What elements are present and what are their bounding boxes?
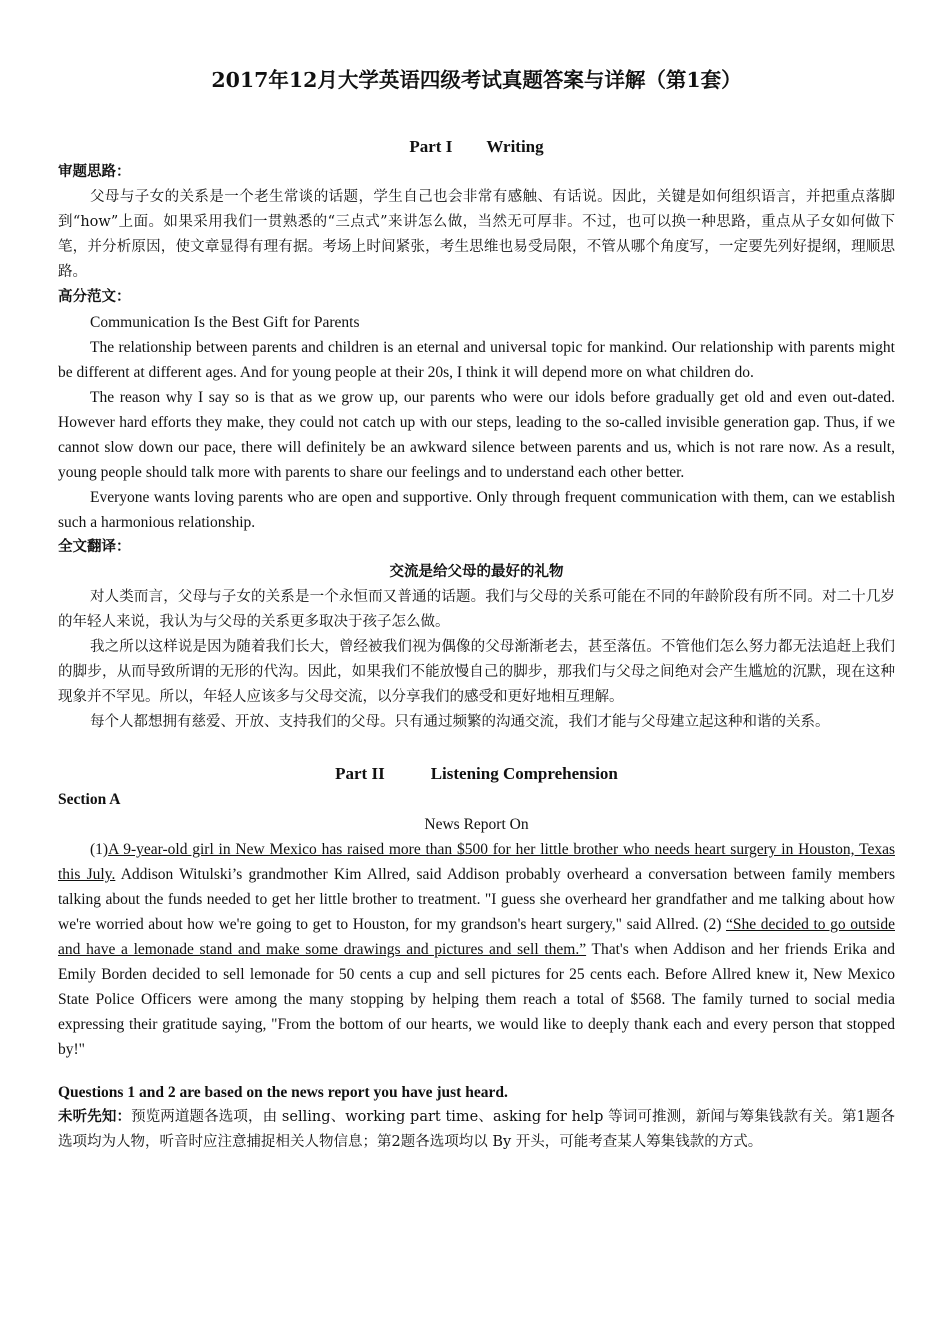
news-text-1: Addison Witulski’s grandmother Kim Allred, said Addison probably overheard a conversation between family members talking about the funds needed to get her little brother to treatment. "I guess she overheard her grandfather and me talking about how we're worried about how we're going to get to Houston, for my grandson's heart surgery," said Allred. (2): [58, 866, 895, 933]
essay-title: Communication Is the Best Gift for Parents: [90, 314, 360, 331]
sample-label: 高分范文：: [58, 289, 131, 305]
essay-paragraph-1: The relationship between parents and children is an eternal and universal topic for mankind. Our relationship with parents might be different at different ages. And for young people at their 20s, I think it will depend more on what children do.: [58, 339, 895, 381]
essay-paragraph-3: Everyone wants loving parents who are open and supportive. Only through frequent communication with them, can we establish such a harmonious relationship.: [58, 489, 895, 531]
translation-paragraph-2: 我之所以这样说是因为随着我们长大，曾经被我们视为偶像的父母渐渐老去，甚至落伍。不管他们怎么努力都无法追赶上我们的脚步，从而导致所谓的无形的代沟。因此，如果我们不能放慢自己的脚步，那我们与父母之间绝对会产生尴尬的沉默，现在这种现象并不罕见。所以，年轻人应该多与父母交流，以分享我们的感受和更好地相互理解。: [58, 639, 895, 705]
preview-text: 预览两道题各选项，由 selling、working part time、asking for help 等词可推测，新闻与筹集钱款有关。第1题各选项均为人物，听音时应注意捕捉相关人物信息；第2题各选项均以 By 开头，可能考查某人筹集钱款的方式。: [58, 1109, 896, 1150]
translation-label: 全文翻译：: [58, 539, 131, 555]
news-marker-1: (1): [90, 841, 109, 858]
news-report-text: [58, 837, 895, 1062]
preview-paragraph: [58, 1105, 895, 1155]
part1-heading: [58, 134, 895, 160]
translation-paragraph-1: 对人类而言，父母与子女的关系是一个永恒而又普通的话题。我们与父母的关系可能在不同的年龄阶段有所不同。对二十几岁的年轻人来说，我认为与父母的关系更多取决于孩子怎么做。: [58, 589, 895, 630]
part1-number: Part I: [409, 137, 453, 156]
preview-label: 未听先知：: [58, 1109, 132, 1125]
part2-name: Listening Comprehension: [430, 764, 618, 783]
document-title: 2017年12月大学英语四级考试真题答案与详解（第1套）: [211, 68, 742, 92]
news-report-title: News Report On: [424, 816, 529, 833]
questions-heading: Questions 1 and 2 are based on the news report you have just heard.: [58, 1084, 508, 1101]
news-underlined-2: “She decided to go outside and have a lemonade stand and make some drawings and pictures and sell them.”: [58, 916, 895, 958]
essay-paragraph-2: The reason why I say so is that as we grow up, our parents who were our idols before gradually get old and even out-dated. However hard efforts they make, they could not catch up with our steps, leading to the so-called invisible generation gap. Thus, if we cannot slow down our pace, there will definitely be an awkward silence between parents and us, which is not rare now. As a result, young people should talk more with parents to share our feelings and to understand each other better.: [58, 389, 895, 481]
translation-paragraph-3: 每个人都想拥有慈爱、开放、支持我们的父母。只有通过频繁的沟通交流，我们才能与父母建立起这种和谐的关系。: [90, 714, 830, 730]
analysis-label: 审题思路：: [58, 164, 131, 180]
part1-name: Writing: [486, 137, 544, 156]
section-a-heading: Section A: [58, 791, 121, 808]
analysis-text: 父母与子女的关系是一个老生常谈的话题，学生自己也会非常有感触、有话说。因此，关键是如何组织语言，并把重点落脚到“how”上面。如果采用我们一贯熟悉的“三点式”来讲怎么做，当然无可厚非。不过，也可以换一种思路，重点从子女如何做下笔，并分析原因，使文章显得有理有据。考场上时间紧张，考生思维也易受局限，不管从哪个角度写，一定要先列好提纲，理顺思路。: [58, 189, 895, 280]
part2-number: Part II: [335, 764, 385, 783]
news-text-2: That's when Addison and her friends Erika and Emily Borden decided to sell lemonade for 50 cents a cup and sell pictures for 25 cents each. Before Allred knew it, New Mexico State Police Officers were among the many stopping by helping them reach a total of $568. The family turned to social media expressing their gratitude saying, "From the bottom of our hearts, we would like to deeply thank each and every person that stopped by!": [58, 941, 895, 1058]
news-underlined-1: A 9-year-old girl in New Mexico has raised more than $500 for her little brother who needs heart surgery in Houston, Texas this July.: [58, 841, 895, 883]
translation-title: 交流是给父母的最好的礼物: [389, 564, 564, 580]
part2-heading: [58, 761, 895, 787]
